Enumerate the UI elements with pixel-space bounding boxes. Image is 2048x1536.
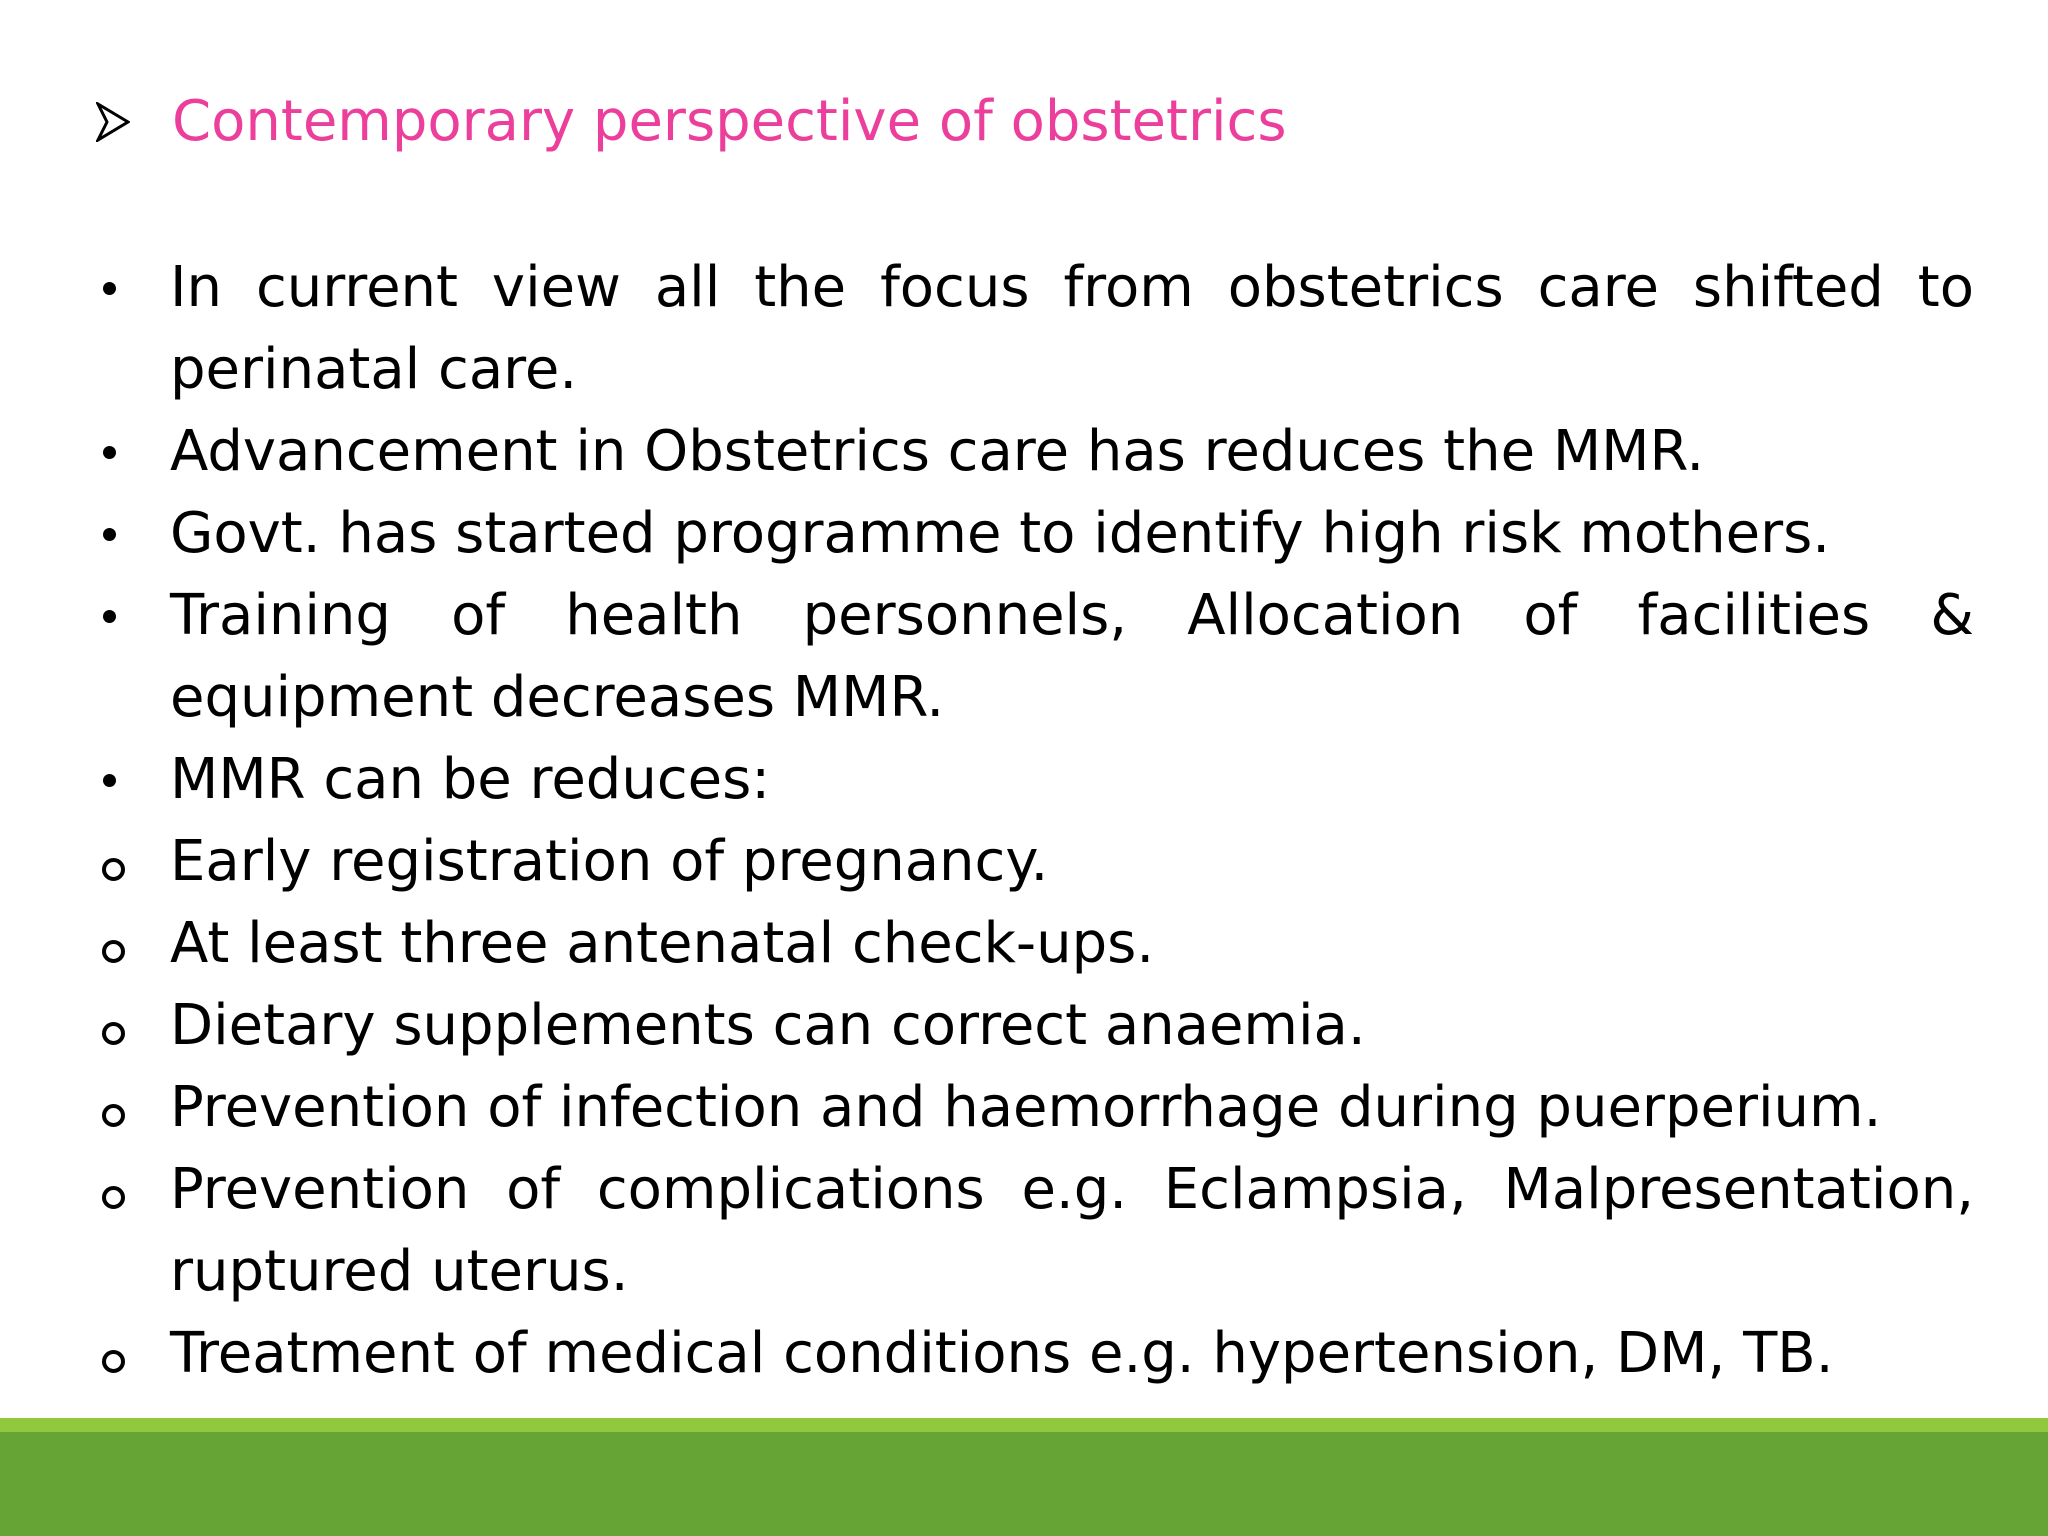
list-item: [88, 1067, 1974, 1149]
hollow-circle-icon: [92, 1149, 134, 1231]
bullet-icon: [88, 411, 130, 493]
list-item-text: At least three antenatal check-ups.: [170, 911, 1155, 976]
footer-accent-line: [0, 1418, 2048, 1432]
list-item-text: MMR can be reduces:: [170, 747, 771, 812]
list-item-text: Training of health personnels, Allocation of facilities & equipment decreases MMR.: [170, 583, 1974, 730]
list-item: [88, 821, 1974, 903]
bullet-icon: [88, 247, 130, 329]
hollow-circle-icon: [92, 821, 134, 903]
bullet-icon: [88, 739, 130, 821]
hollow-circle-icon: [92, 903, 134, 985]
slide-heading: [96, 82, 1946, 162]
list-item-text: Early registration of pregnancy.: [170, 829, 1049, 894]
list-item: [88, 903, 1974, 985]
list-item: [88, 575, 1974, 739]
list-item-text: Treatment of medical conditions e.g. hypertension, DM, TB.: [170, 1321, 1834, 1386]
hollow-circle-icon: [92, 985, 134, 1067]
list-item-text: Advancement in Obstetrics care has reduces the MMR.: [170, 419, 1705, 484]
bullet-icon: [88, 575, 130, 657]
footer-band: [0, 1432, 2048, 1536]
list-item-text: Govt. has started programme to identify high risk mothers.: [170, 501, 1831, 566]
hollow-circle-icon: [92, 1067, 134, 1149]
list-item: [88, 493, 1974, 575]
list-item: [88, 1149, 1974, 1313]
bullet-icon: [88, 493, 130, 575]
bullet-list: [88, 247, 1974, 1395]
list-item: [88, 247, 1974, 411]
hollow-circle-icon: [92, 1313, 134, 1395]
list-item: [88, 1313, 1974, 1395]
arrowhead-bullet-icon: [96, 102, 130, 142]
list-item-text: Prevention of infection and haemorrhage during puerperium.: [170, 1075, 1882, 1140]
list-item: [88, 739, 1974, 821]
list-item: [88, 985, 1974, 1067]
list-item-text: Prevention of complications e.g. Eclampsia, Malpresentation, ruptured uterus.: [170, 1157, 1974, 1304]
list-item-text: In current view all the focus from obstetrics care shifted to perinatal care.: [170, 255, 1974, 402]
list-item-text: Dietary supplements can correct anaemia.: [170, 993, 1366, 1058]
heading-text: Contemporary perspective of obstetrics: [172, 89, 1287, 154]
list-item: [88, 411, 1974, 493]
